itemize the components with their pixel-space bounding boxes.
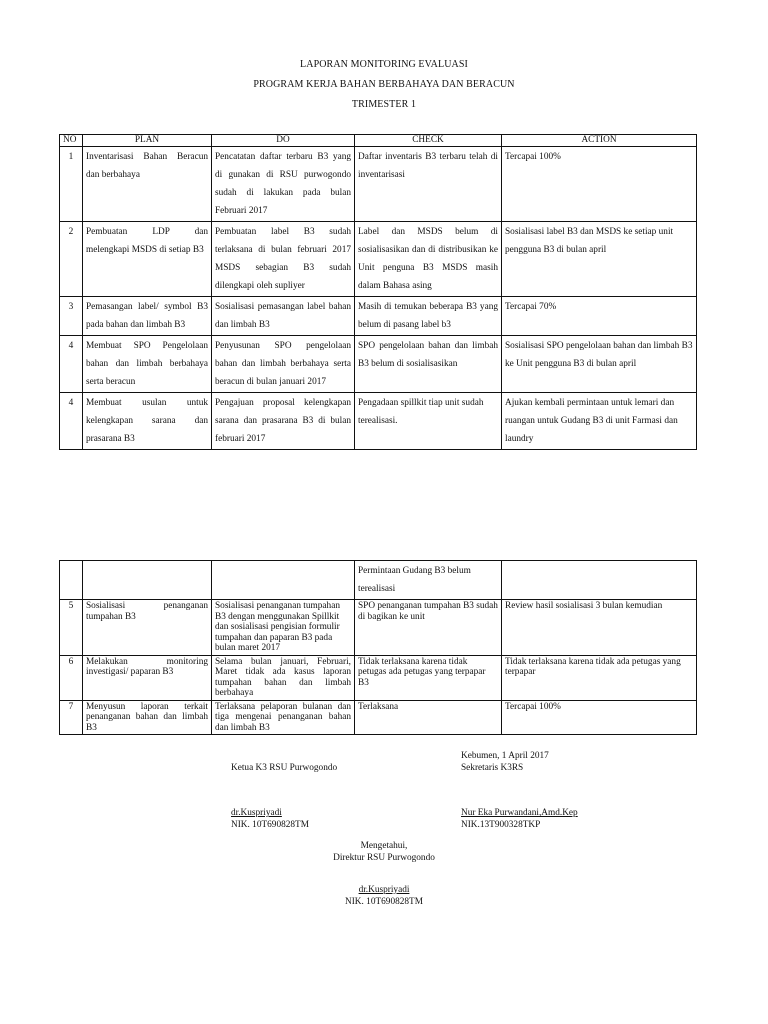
header-check: CHECK [355,135,502,147]
director-nik: NIK. 10T690828TM [345,897,423,907]
table-row [60,297,697,336]
cell-action: Sosialisasi SPO pengelolaan bahan dan limbah B3 ke Unit pengguna B3 di bulan april [502,336,697,393]
cell-plan: Melakukan monitoring investigasi/ paparan B3 [83,655,212,700]
cell-check: Terlaksana [355,700,502,735]
cell-plan [83,561,212,600]
cell-no [60,561,83,600]
cell-plan: Menyusun laporan terkait penanganan bahan dan limbah B3 [83,700,212,735]
cell-plan: Pemasangan label/ symbol B3 pada bahan dan limbah B3 [83,297,212,336]
cell-do [212,561,355,600]
cell-action [502,561,697,600]
cell-do: Sosialisasi pemasangan label bahan dan limbah B3 [212,297,355,336]
place-date: Kebumen, 1 April 2017 [461,751,549,761]
right-signer-role: Sekretaris K3RS [461,763,524,773]
cell-no: 6 [60,655,83,700]
acknowledged-label: Mengetahui, [360,841,408,851]
cell-check: Daftar inventaris B3 terbaru telah di inventarisasi [355,147,502,222]
cell-plan: Membuat SPO Pengelolaan bahan dan limbah berbahaya serta beracun [83,336,212,393]
director-name-text: dr.Kuspriyadi [358,885,410,895]
report-title-3: TRIMESTER 1 [351,99,417,110]
director-name [0,885,768,896]
left-signer-nik: NIK. 10T690828TM [231,820,309,830]
left-signer-role: Ketua K3 RSU Purwogondo [231,763,338,773]
cell-check: Pengadaan spillkit tiap unit sudah terealisasi. [355,393,502,450]
cell-check: Masih di temukan beberapa B3 yang belum di pasang label b3 [355,297,502,336]
table-row [60,147,697,222]
cell-no: 2 [60,222,83,297]
cell-do: Penyusunan SPO pengelolaan bahan dan limbah berbahaya serta beracun di bulan januari 2017 [212,336,355,393]
cell-no: 4 [60,336,83,393]
report-title-2: PROGRAM KERJA BAHAN BERBAHAYA DAN BERACUN [253,79,515,90]
header-no: NO [60,135,83,147]
cell-plan: Pembuatan LDP dan melengkapi MSDS di setiap B3 [83,222,212,297]
cell-action: Tercapai 70% [502,297,697,336]
cell-action: Sosialisasi label B3 dan MSDS ke setiap unit pengguna B3 di bulan april [502,222,697,297]
cell-no: 7 [60,700,83,735]
cell-no: 4 [60,393,83,450]
cell-action: Tercapai 100% [502,700,697,735]
cell-do: Terlaksana pelaporan bulanan dan tiga mengenai penanganan bahan dan limbah B3 [212,700,355,735]
table-row [60,655,697,700]
right-signer-nik: NIK.13T900328TKP [461,820,541,830]
cell-check: SPO penanganan tumpahan B3 sudah di bagikan ke unit [355,600,502,656]
cell-check: Permintaan Gudang B3 belum terealisasi [355,561,502,600]
director-role: Direktur RSU Purwogondo [333,853,435,863]
table-row [60,393,697,450]
cell-do: Pencatatan daftar terbaru B3 yang di gunakan di RSU purwogondo sudah di lakukan pada bulan Februari 2017 [212,147,355,222]
table-row [60,222,697,297]
table-row [60,600,697,656]
right-signer-name: Nur Eka Purwandani,Amd.Kep [461,808,578,818]
table-row [60,700,697,735]
cell-do: Sosialisasi penanganan tumpahan B3 dengan menggunakan Spillkit dan sosialisasi pengisian formulir tumpahan dan paparan B3 pada bulan maret 2017 [212,600,355,656]
cell-no: 3 [60,297,83,336]
header-do: DO [212,135,355,147]
cell-check: SPO pengelolaan bahan dan limbah B3 belum di sosialisasikan [355,336,502,393]
cell-action: Tidak terlaksana karena tidak ada petugas yang terpapar [502,655,697,700]
monitoring-table-continued [59,560,697,735]
cell-action: Ajukan kembali permintaan untuk lemari dan ruangan untuk Gudang B3 di unit Farmasi dan laundry [502,393,697,450]
cell-no: 1 [60,147,83,222]
table-row [60,561,697,600]
cell-action: Review hasil sosialisasi 3 bulan kemudian [502,600,697,656]
cell-do: Pengajuan proposal kelengkapan sarana dan prasarana B3 di bulan februari 2017 [212,393,355,450]
cell-plan: Inventarisasi Bahan Beracun dan berbahaya [83,147,212,222]
report-title-1: LAPORAN MONITORING EVALUASI [300,59,468,70]
cell-no: 5 [60,600,83,656]
cell-check: Label dan MSDS belum di sosialisasikan dan di distribusikan ke Unit penguna B3 MSDS masih dalam Bahasa asing [355,222,502,297]
left-signer-name: dr.Kuspriyadi [231,808,282,818]
table-header-row [60,135,697,147]
cell-do: Pembuatan label B3 sudah terlaksana di bulan februari 2017 MSDS sebagian B3 sudah dilengkapi oleh supliyer [212,222,355,297]
cell-plan: Membuat usulan untuk kelengkapan sarana dan prasarana B3 [83,393,212,450]
monitoring-table [59,134,697,450]
cell-plan: Sosialisasi penanganan tumpahan B3 [83,600,212,656]
header-plan: PLAN [83,135,212,147]
cell-action: Tercapai 100% [502,147,697,222]
cell-do: Selama bulan januari, Februari, Maret tidak ada kasus laporan tumpahan bahan dan limbah berbahaya [212,655,355,700]
header-action: ACTION [502,135,697,147]
cell-check: Tidak terlaksana karena tidak petugas ada petugas yang terpapar B3 [355,655,502,700]
table-row [60,336,697,393]
